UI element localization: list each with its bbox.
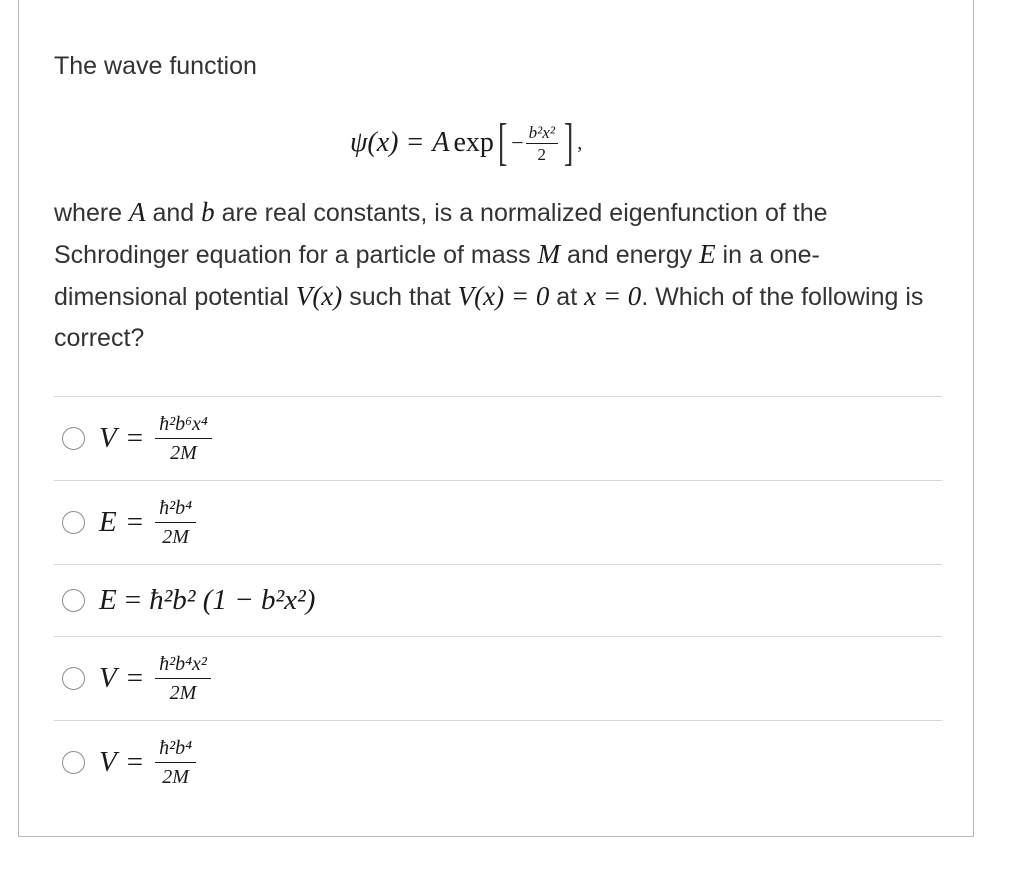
var-A: A	[129, 197, 146, 227]
option-5-numerator: ħ²b⁴	[155, 736, 196, 763]
body-text-1: where	[54, 199, 130, 227]
amplitude: A	[432, 127, 450, 158]
option-1-denominator: 2M	[170, 442, 197, 464]
option-3-expression: ħ²b² (1 − b²x²)	[149, 584, 316, 616]
option-4-fraction	[155, 652, 211, 705]
option-2-denominator: 2M	[162, 526, 189, 548]
var-E: E	[699, 239, 716, 269]
body-text-5: in a one-dimensional potential	[54, 241, 820, 311]
option-1-math	[99, 412, 212, 465]
body-text-2: and	[145, 199, 202, 227]
option-3-math	[99, 584, 315, 617]
option-2-equals: =	[126, 506, 144, 538]
question-intro: The wave function	[54, 52, 257, 80]
potential-Vx: V(x)	[295, 281, 343, 311]
option-2-lhs: E	[99, 506, 117, 538]
exp-function: exp	[453, 127, 494, 158]
exponent-fraction	[526, 123, 558, 164]
option-3-equals: =	[124, 584, 142, 616]
body-text-8: . Which of the following is correct?	[54, 283, 924, 352]
option-1-numerator: ħ²b⁶x⁴	[155, 412, 212, 439]
exponent-denominator: 2	[537, 144, 547, 164]
wave-function-equation	[350, 108, 582, 178]
var-b: b	[201, 197, 215, 227]
radio-button-1[interactable]	[62, 427, 85, 450]
option-2[interactable]	[54, 481, 942, 564]
option-3-lhs: E	[99, 584, 117, 616]
option-5-math	[99, 736, 196, 789]
option-1-lhs: V	[99, 422, 117, 454]
equation-comma: ,	[577, 131, 583, 154]
exponent-numerator: b²x²	[526, 123, 558, 144]
question-body	[54, 192, 934, 359]
option-5-fraction	[155, 736, 196, 789]
option-4-lhs: V	[99, 662, 117, 694]
psi-lhs: ψ(x) =	[350, 127, 425, 158]
option-3[interactable]	[54, 565, 942, 636]
potential-condition: V(x) = 0	[457, 281, 550, 311]
right-bracket: ]	[563, 114, 574, 171]
option-4[interactable]	[54, 637, 942, 720]
option-4-math	[99, 652, 211, 705]
minus-sign: −	[511, 130, 524, 155]
body-text-3: are real constants, is a normalized eigenfunction of the Schrodinger equation for a particle of mass	[54, 199, 828, 269]
option-2-fraction	[155, 496, 196, 549]
option-5-lhs: V	[99, 746, 117, 778]
option-5-equals: =	[126, 746, 144, 778]
var-M: M	[537, 239, 561, 269]
radio-button-2[interactable]	[62, 511, 85, 534]
body-text-7: at	[549, 283, 585, 311]
radio-button-3[interactable]	[62, 589, 85, 612]
answer-options	[54, 396, 942, 804]
option-1-fraction	[155, 412, 212, 465]
option-4-denominator: 2M	[169, 682, 197, 704]
option-2-math	[99, 496, 196, 549]
option-1-equals: =	[126, 422, 144, 454]
option-2-numerator: ħ²b⁴	[155, 496, 196, 523]
x-zero: x = 0	[584, 281, 642, 311]
body-text-4: and energy	[560, 241, 700, 269]
radio-button-4[interactable]	[62, 667, 85, 690]
left-bracket: [	[497, 114, 508, 171]
option-5[interactable]	[54, 721, 942, 804]
option-4-numerator: ħ²b⁴x²	[155, 652, 211, 679]
body-text-6: such that	[342, 283, 458, 311]
option-1[interactable]	[54, 397, 942, 480]
radio-button-5[interactable]	[62, 751, 85, 774]
option-4-equals: =	[126, 662, 144, 694]
option-5-denominator: 2M	[162, 766, 189, 788]
